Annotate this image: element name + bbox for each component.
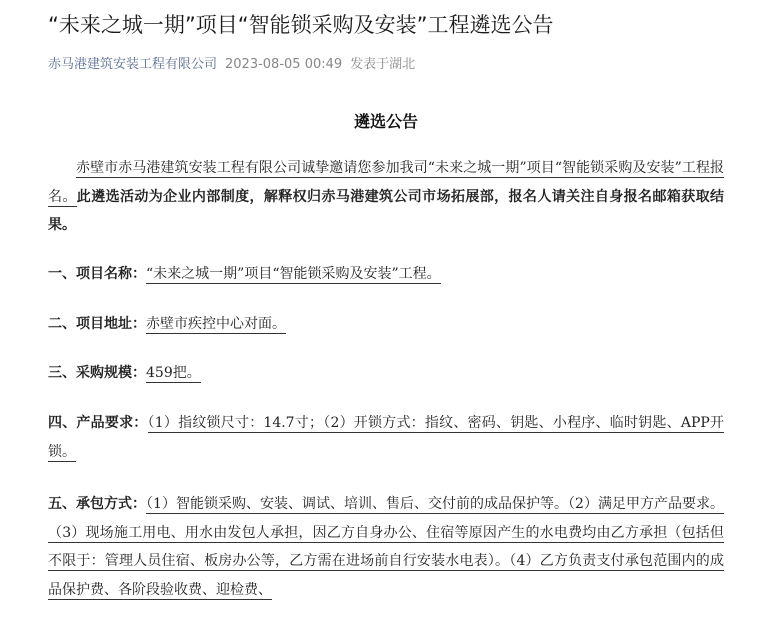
article-meta: [48, 54, 415, 76]
item-contract-method: [48, 490, 724, 604]
author-link[interactable]: 赤马港建筑安装工程有限公司: [48, 57, 218, 72]
item-purchase-scale: [48, 359, 724, 388]
item-value: 赤壁市疾控中心对面。: [146, 316, 286, 332]
item-project-name: [48, 260, 724, 289]
item-value: 459把。: [146, 364, 201, 381]
notice-body: [48, 154, 724, 604]
item-label: 三、采购规模：: [48, 364, 146, 381]
intro-text: 赤壁市赤马港建筑安装工程有限公司诚挚邀请您参加我司“未来之城一期”项目“智能锁采购及安装”工程报名。: [48, 160, 724, 205]
item-label: 五、承包方式：: [48, 496, 147, 512]
intro-paragraph: [48, 154, 724, 240]
publish-date: 2023-08-05 00:49: [225, 57, 343, 72]
item-label: 一、项目名称：: [48, 265, 146, 282]
intro-note: 此遴选活动为企业内部制度，解释权归赤马港建筑公司市场拓展部，报名人请关注自身报名邮箱获取结果。: [48, 188, 725, 233]
item-project-address: [48, 310, 724, 339]
item-label: 四、产品要求：: [48, 415, 148, 431]
article-title: “未来之城一期”项目“智能锁采购及安装”工程遴选公告: [48, 13, 554, 37]
item-value: （1）指纹锁尺寸：14.7寸；（2）开锁方式：指纹、密码、钥匙、小程序、临时钥匙、APP开锁。: [48, 415, 724, 460]
item-product-requirements: [48, 409, 724, 466]
publish-location: 发表于湖北: [350, 57, 416, 72]
item-value: （1）智能锁采购、安装、调试、培训、售后、交付前的成品保护等。（2）满足甲方产品要求。（3）现场施工用电、用水由发包人承担，因乙方自身办公、住宿等原因产生的水电费均由乙方承担（包括但不限于：管理人员住宿、板房办公等，乙方需在进场前自行安装水电表）。（4）乙方负责支付承包范围内的成品保护费、各阶段验收费、迎检费、: [48, 496, 725, 598]
item-label: 二、项目地址：: [48, 316, 146, 332]
notice-heading: 遴选公告: [353, 112, 418, 131]
item-value: “未来之城一期”项目“智能锁采购及安装”工程。: [146, 265, 441, 282]
